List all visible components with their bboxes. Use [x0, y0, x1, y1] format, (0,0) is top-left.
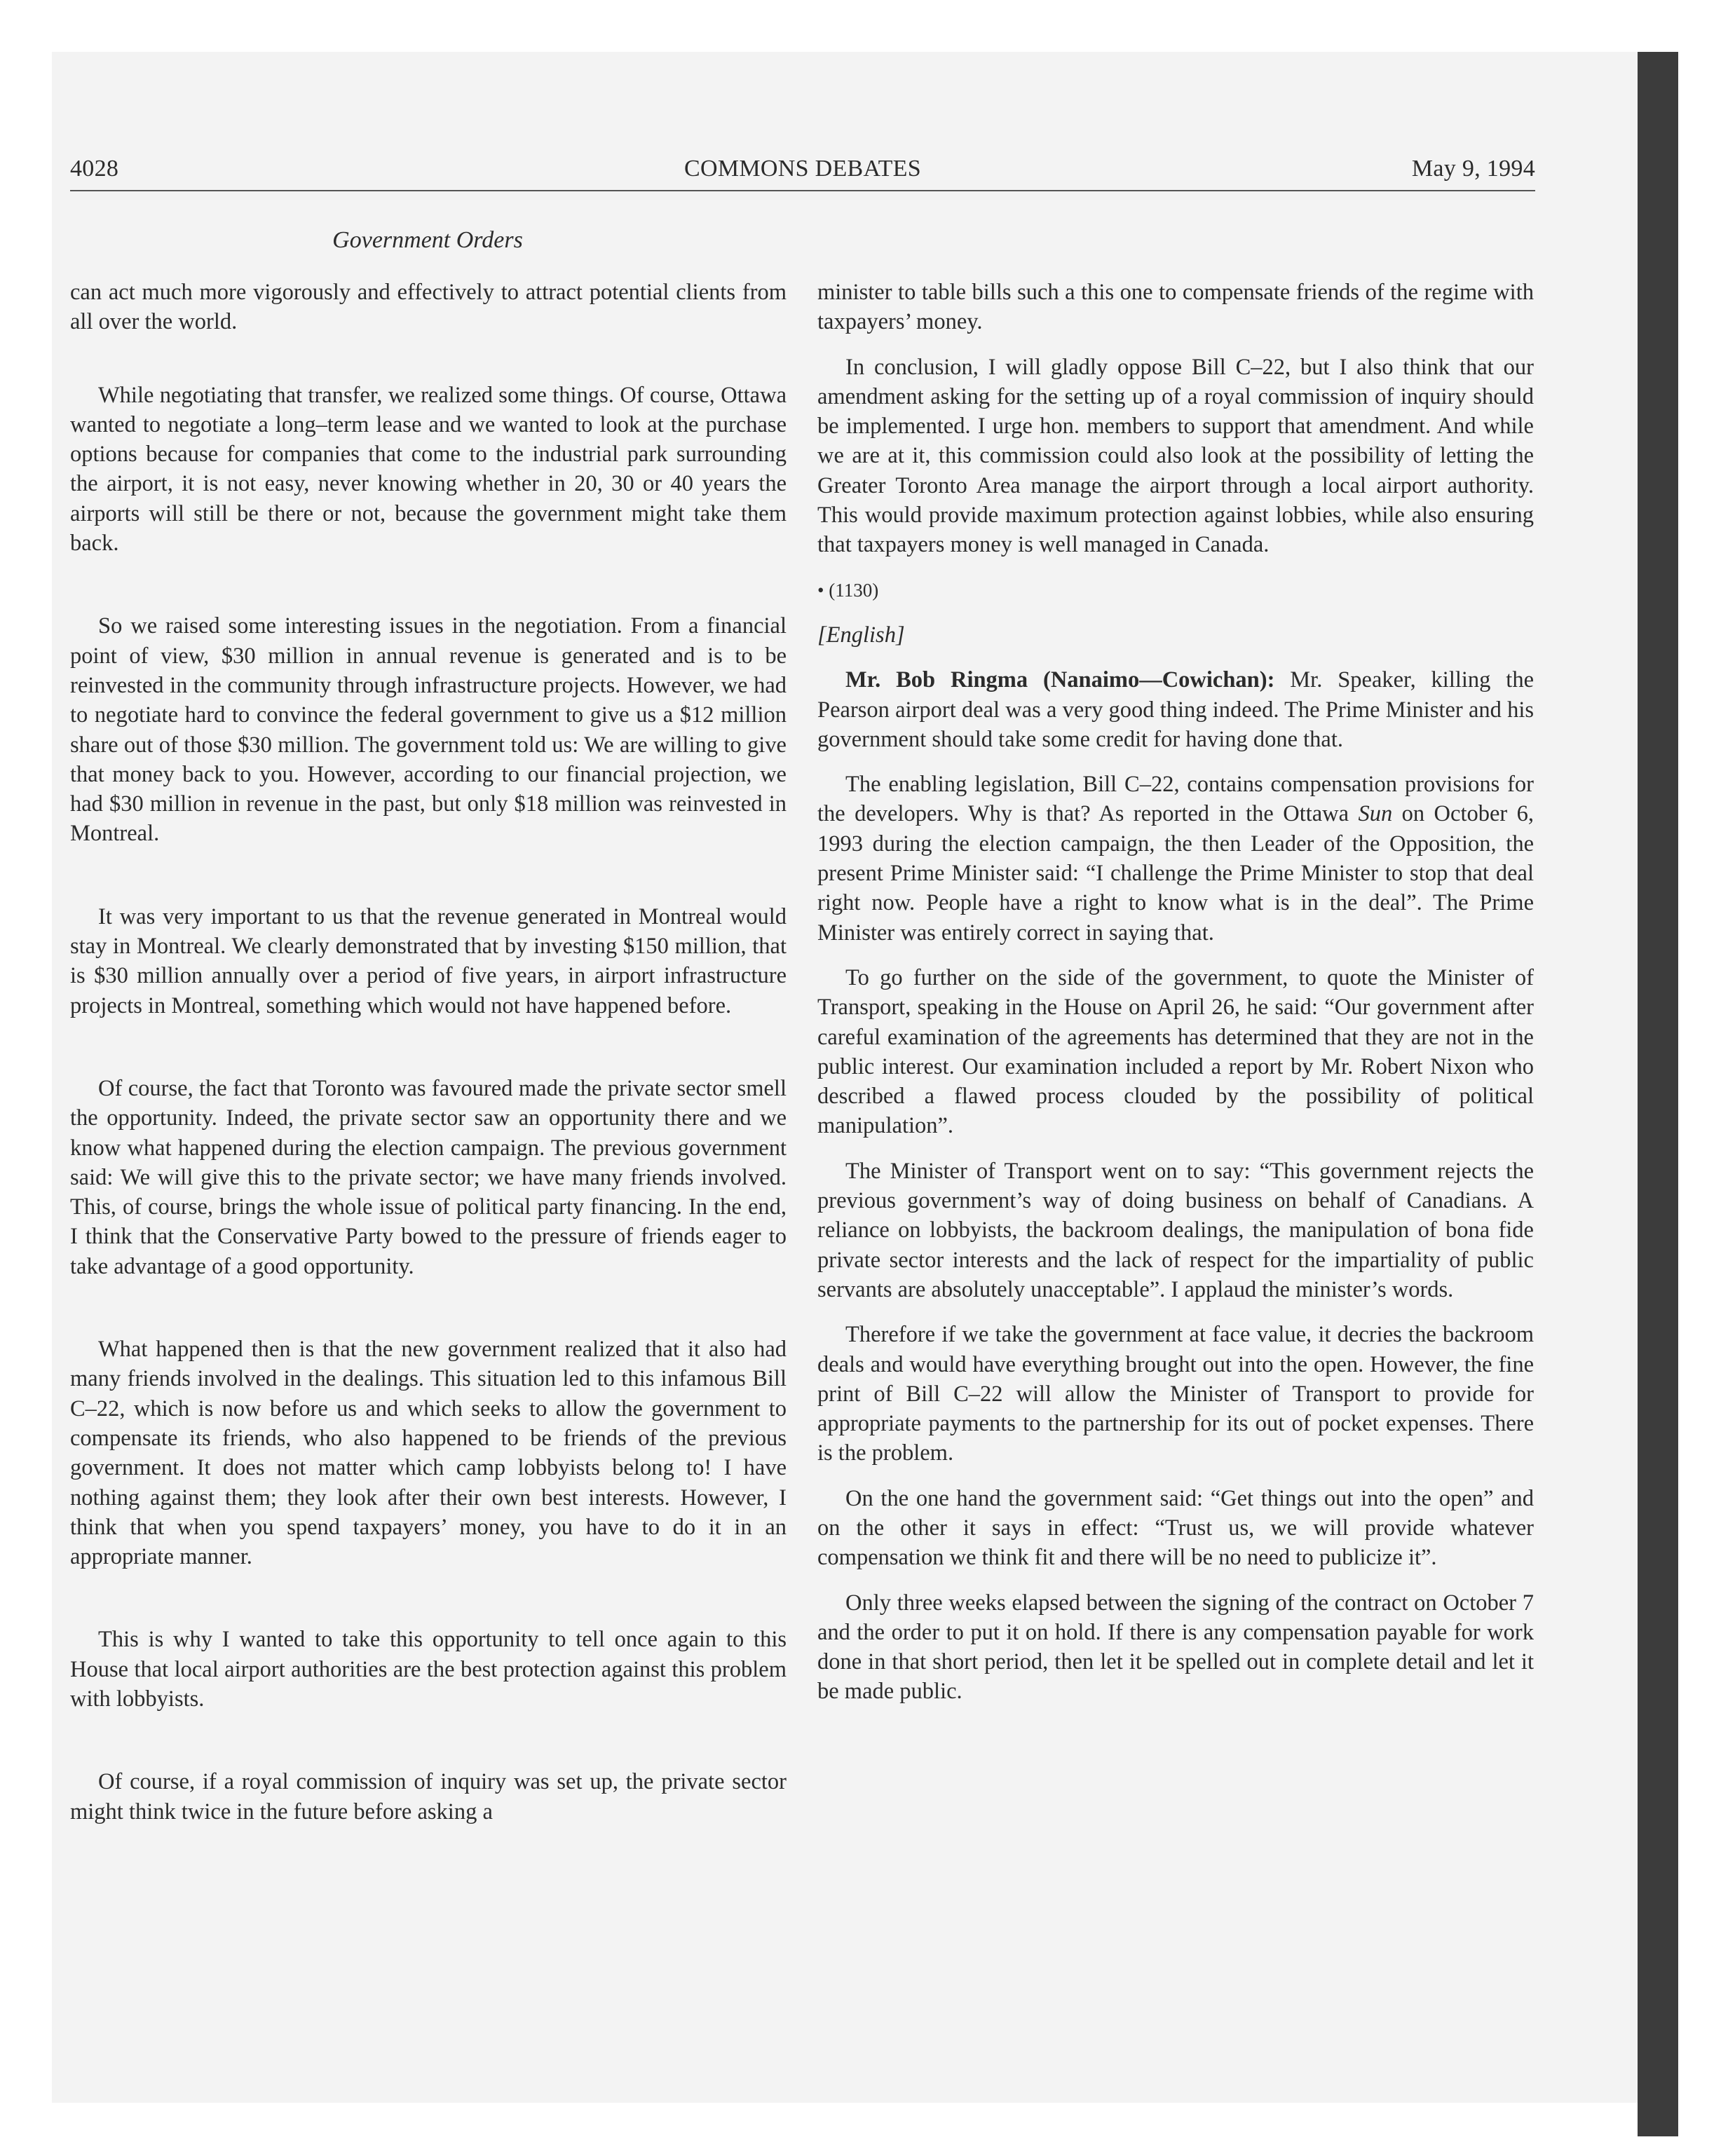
page-header	[70, 156, 1535, 191]
paragraph: On the one hand the government said: “Get things out into the open” and on the other it says in effect: “Trust us, we will provide whatever compensation we think fit and there will be no need to publicize it”.	[817, 1485, 1534, 1571]
language-tag: [English]	[817, 622, 905, 648]
page-number: 4028	[70, 156, 119, 182]
paragraph: Of course, the fact that Toronto was favoured made the private sector smell the opportunity. Indeed, the private sector saw an opportunity there and we know what happened during the election campaign. The previous government said: We will give this to the private sector; we have many friends involved. This, of course, brings the whole issue of political party financing. In the end, I think that the Conservative Party bowed to the pressure of friends eager to take advantage of a good opportunity.	[70, 1075, 787, 1279]
paragraph	[817, 770, 1534, 948]
speaker-name: Mr. Bob Ringma (Nanaimo—Cowichan):	[845, 667, 1275, 693]
paragraph-text: on October 6, 1993 during the election campaign, the then Leader of the Opposition, the present Prime Minister said: “I challenge the Prime Minister to stop that deal right now. People have a right to know what is in the deal”. The Prime Minister was entirely correct in saying that.	[817, 801, 1534, 946]
right-column	[817, 278, 1534, 1707]
paragraph: To go further on the side of the government, to quote the Minister of Transport, speaking in the House on April 26, he said: “Our government after careful examination of the agreements has determined that they are not in the public interest. Our examination included a report by Mr. Robert Nixon who described a flawed process clouded by the possibility of political manipulation”.	[817, 964, 1534, 1139]
paragraph-text: The enabling legislation, Bill C–22, contains compensation provisions for the developers. Why is that? As reported in the Ottawa	[817, 772, 1534, 827]
paragraph: The Minister of Transport went on to say: “This government rejects the previous government’s way of doing business on behalf of Canadians. A reliance on lobbyists, the backroom dealings, the manipulation of bona fide private sector interests and the lack of respect for the impartiality of public servants are absolutely unacceptable”. I applaud the minister’s words.	[817, 1158, 1534, 1302]
paragraph: Therefore if we take the government at face value, it decries the backroom deals and would have everything brought out into the open. However, the fine print of Bill C–22 will allow the Minister of Transport to provide for appropriate payments to the partnership for its out of pocket expenses. There is the problem.	[817, 1322, 1534, 1466]
paragraph: Only three weeks elapsed between the signing of the contract on October 7 and the order to put it on hold. If there is any compensation payable for work done in that short period, then let it be spelled out in complete detail and let it be made public.	[817, 1590, 1534, 1705]
paragraph: What happened then is that the new government realized that it also had many friends involved in the dealings. This situation led to this infamous Bill C–22, which is now before us and which seeks to allow the government to compensate its friends, who also happened to be friends of the previous government. It does not matter which camp lobbyists belong to! I have nothing against them; they look after their own best interests. However, I think that when you spend taxpayers’ money, you have to do it in an appropriate manner.	[70, 1337, 787, 1570]
paragraph: minister to table bills such a this one to compensate friends of the regime with taxpayers’ money.	[817, 280, 1534, 335]
speech-text: Mr. Speaker, killing the Pearson airport deal was a very good thing indeed. The Prime Minister and his government should take some credit for having done that.	[817, 667, 1535, 752]
paragraph: While negotiating that transfer, we realized some things. Of course, Ottawa wanted to negotiate a long–term lease and we wanted to look at the purchase options because for companies that come to the industrial park surrounding the airport, it is not easy, never knowing whether in 20, 30 or 40 years the airports will still be there or not, because the government might take them back.	[70, 382, 787, 557]
paragraph: In conclusion, I will gladly oppose Bill C–22, but I also think that our amendment asking for the setting up of a royal commission of inquiry should be implemented. I urge hon. members to support that amendment. And while we are at it, this commission could also look at the possibility of letting the Greater Toronto Area manage the airport through a local airport authority. This would provide maximum protection against lobbies, while also ensuring that taxpayers money is well managed in Canada.	[817, 354, 1534, 558]
time-marker: • (1130)	[817, 579, 879, 601]
scan-edge-bar	[1638, 52, 1678, 2136]
section-label: Government Orders	[332, 227, 523, 253]
page-date: May 9, 1994	[1411, 156, 1535, 182]
publication-title: COMMONS DEBATES	[684, 156, 921, 182]
paragraph: can act much more vigorously and effectively to attract potential clients from all over the world.	[70, 280, 787, 335]
paragraph: It was very important to us that the revenue generated in Montreal would stay in Montreal. We clearly demonstrated that by investing $150 million, that is $30 million annually over a period of five years, in airport infrastructure projects in Montreal, something which would not have happened before.	[70, 903, 787, 1018]
header-rule	[70, 190, 1535, 191]
paragraph: So we raised some interesting issues in the negotiation. From a financial point of view, $30 million in annual revenue is generated and is to be reinvested in the community through infrastructure projects. However, we had to negotiate hard to convince the federal government to give us a $12 million share out of those $30 million. The government told us: We are willing to give that money back to you. However, according to our financial projection, we had $30 million in revenue in the past, but only $18 million was reinvested in Montreal.	[70, 613, 787, 847]
paragraph: Of course, if a royal commission of inquiry was set up, the private sector might think twice in the future before asking a	[70, 1769, 787, 1824]
paragraph: This is why I wanted to take this opportunity to tell once again to this House that local airport authorities are the best protection against this problem with lobbyists.	[70, 1627, 787, 1712]
left-column	[70, 278, 787, 1827]
newspaper-name: Sun	[1358, 801, 1393, 827]
speaker-paragraph	[817, 665, 1534, 754]
